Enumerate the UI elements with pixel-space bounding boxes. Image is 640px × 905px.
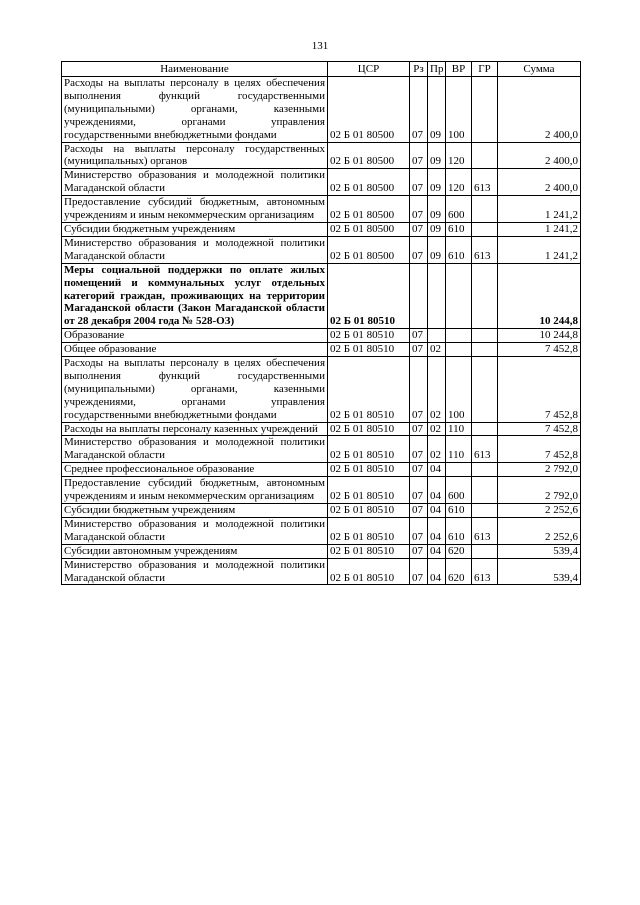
row-csr-cell: 02 Б 01 80510 — [328, 343, 410, 357]
row-rz-cell: 07 — [410, 142, 428, 169]
row-gr-cell: 613 — [472, 236, 498, 263]
row-vr-cell: 100 — [446, 77, 472, 143]
row-rz-cell: 07 — [410, 463, 428, 477]
row-name-cell: Предоставление субсидий бюджетным, автономным учреждениям и иным некоммерческим организациям — [62, 196, 328, 223]
row-rz-cell: 07 — [410, 357, 428, 423]
row-csr-cell: 02 Б 01 80500 — [328, 169, 410, 196]
table-row — [62, 517, 581, 544]
table-row — [62, 422, 581, 436]
row-csr-cell: 02 Б 01 80510 — [328, 504, 410, 518]
row-vr-cell: 610 — [446, 236, 472, 263]
row-vr-cell: 620 — [446, 558, 472, 585]
header-gr: ГР — [472, 62, 498, 77]
row-rz-cell: 07 — [410, 436, 428, 463]
row-sum-cell: 2 792,0 — [498, 477, 581, 504]
row-gr-cell: 613 — [472, 558, 498, 585]
table-row — [62, 329, 581, 343]
row-gr-cell: 613 — [472, 517, 498, 544]
row-name-cell: Предоставление субсидий бюджетным, автономным учреждениям и иным некоммерческим организациям — [62, 477, 328, 504]
row-vr-cell: 610 — [446, 222, 472, 236]
row-sum-cell: 2 400,0 — [498, 77, 581, 143]
row-name-cell: Образование — [62, 329, 328, 343]
table-row — [62, 558, 581, 585]
row-name-cell: Расходы на выплаты персоналу в целях обеспечения выполнения функций государственными (муниципальными) органами, казенными учреждениями, органами управления государственными внебюджетными фондами — [62, 77, 328, 143]
row-rz-cell: 07 — [410, 169, 428, 196]
row-vr-cell: 100 — [446, 357, 472, 423]
row-rz-cell: 07 — [410, 477, 428, 504]
row-vr-cell — [446, 463, 472, 477]
row-pr-cell: 04 — [428, 463, 446, 477]
row-pr-cell: 02 — [428, 436, 446, 463]
row-csr-cell: 02 Б 01 80510 — [328, 544, 410, 558]
row-csr-cell: 02 Б 01 80510 — [328, 263, 410, 329]
row-pr-cell: 02 — [428, 422, 446, 436]
row-csr-cell: 02 Б 01 80500 — [328, 142, 410, 169]
row-sum-cell: 10 244,8 — [498, 263, 581, 329]
row-rz-cell: 07 — [410, 196, 428, 223]
row-pr-cell — [428, 329, 446, 343]
row-gr-cell — [472, 422, 498, 436]
header-sum: Сумма — [498, 62, 581, 77]
row-sum-cell: 539,4 — [498, 558, 581, 585]
row-pr-cell: 04 — [428, 517, 446, 544]
table-row — [62, 357, 581, 423]
row-gr-cell — [472, 77, 498, 143]
row-pr-cell: 09 — [428, 196, 446, 223]
row-vr-cell: 110 — [446, 436, 472, 463]
table-row — [62, 504, 581, 518]
row-gr-cell — [472, 263, 498, 329]
row-sum-cell: 7 452,8 — [498, 343, 581, 357]
row-gr-cell — [472, 504, 498, 518]
row-vr-cell: 600 — [446, 477, 472, 504]
row-gr-cell — [472, 343, 498, 357]
row-rz-cell: 07 — [410, 222, 428, 236]
table-row — [62, 196, 581, 223]
row-pr-cell: 09 — [428, 169, 446, 196]
row-vr-cell — [446, 343, 472, 357]
row-pr-cell: 04 — [428, 544, 446, 558]
row-rz-cell: 07 — [410, 558, 428, 585]
row-vr-cell: 620 — [446, 544, 472, 558]
row-vr-cell — [446, 263, 472, 329]
row-pr-cell — [428, 263, 446, 329]
row-pr-cell: 04 — [428, 504, 446, 518]
row-rz-cell: 07 — [410, 517, 428, 544]
header-vr: ВР — [446, 62, 472, 77]
row-sum-cell: 10 244,8 — [498, 329, 581, 343]
row-rz-cell: 07 — [410, 343, 428, 357]
row-sum-cell: 2 252,6 — [498, 517, 581, 544]
row-csr-cell: 02 Б 01 80510 — [328, 329, 410, 343]
row-name-cell: Общее образование — [62, 343, 328, 357]
table-row — [62, 142, 581, 169]
table-row — [62, 436, 581, 463]
table-row — [62, 236, 581, 263]
table-row — [62, 463, 581, 477]
table-header-row — [62, 62, 581, 77]
table-row — [62, 77, 581, 143]
row-csr-cell: 02 Б 01 80500 — [328, 222, 410, 236]
row-sum-cell: 2 792,0 — [498, 463, 581, 477]
row-sum-cell: 1 241,2 — [498, 236, 581, 263]
row-sum-cell: 2 252,6 — [498, 504, 581, 518]
row-rz-cell: 07 — [410, 422, 428, 436]
row-sum-cell: 2 400,0 — [498, 169, 581, 196]
row-csr-cell: 02 Б 01 80510 — [328, 517, 410, 544]
row-rz-cell: 07 — [410, 504, 428, 518]
row-pr-cell: 09 — [428, 77, 446, 143]
row-name-cell: Субсидии автономным учреждениям — [62, 544, 328, 558]
header-csr: ЦСР — [328, 62, 410, 77]
table-row — [62, 169, 581, 196]
row-gr-cell — [472, 477, 498, 504]
row-name-cell: Меры социальной поддержки по оплате жилых помещений и коммунальных услуг отдельных категорий граждан, проживающих на территории Магаданской области (Закон Магаданской области от 28 декабря 2004 года № 528-ОЗ) — [62, 263, 328, 329]
row-pr-cell: 02 — [428, 343, 446, 357]
row-vr-cell: 600 — [446, 196, 472, 223]
table-row — [62, 544, 581, 558]
row-gr-cell — [472, 463, 498, 477]
row-gr-cell — [472, 357, 498, 423]
row-sum-cell: 539,4 — [498, 544, 581, 558]
row-name-cell: Министерство образования и молодежной политики Магаданской области — [62, 558, 328, 585]
row-csr-cell: 02 Б 01 80510 — [328, 436, 410, 463]
row-sum-cell: 1 241,2 — [498, 222, 581, 236]
table-body — [62, 77, 581, 585]
row-gr-cell — [472, 142, 498, 169]
row-csr-cell: 02 Б 01 80510 — [328, 477, 410, 504]
table-row — [62, 263, 581, 329]
row-csr-cell: 02 Б 01 80510 — [328, 558, 410, 585]
row-pr-cell: 09 — [428, 142, 446, 169]
row-name-cell: Министерство образования и молодежной политики Магаданской области — [62, 236, 328, 263]
row-pr-cell: 09 — [428, 236, 446, 263]
row-sum-cell: 7 452,8 — [498, 357, 581, 423]
row-vr-cell — [446, 329, 472, 343]
row-vr-cell: 110 — [446, 422, 472, 436]
row-rz-cell: 07 — [410, 544, 428, 558]
row-name-cell: Расходы на выплаты персоналу в целях обеспечения выполнения функций государственными (муниципальными) органами, казенными учреждениями, органами управления государственными внебюджетными фондами — [62, 357, 328, 423]
row-sum-cell: 7 452,8 — [498, 436, 581, 463]
row-rz-cell: 07 — [410, 77, 428, 143]
budget-table — [61, 61, 581, 585]
row-csr-cell: 02 Б 01 80510 — [328, 463, 410, 477]
row-csr-cell: 02 Б 01 80510 — [328, 422, 410, 436]
row-gr-cell: 613 — [472, 436, 498, 463]
row-sum-cell: 2 400,0 — [498, 142, 581, 169]
row-vr-cell: 120 — [446, 142, 472, 169]
row-csr-cell: 02 Б 01 80500 — [328, 77, 410, 143]
row-rz-cell: 07 — [410, 236, 428, 263]
row-name-cell: Расходы на выплаты персоналу государственных (муниципальных) органов — [62, 142, 328, 169]
row-gr-cell: 613 — [472, 169, 498, 196]
row-sum-cell: 1 241,2 — [498, 196, 581, 223]
header-pr: Пр — [428, 62, 446, 77]
row-name-cell: Министерство образования и молодежной политики Магаданской области — [62, 517, 328, 544]
row-name-cell: Среднее профессиональное образование — [62, 463, 328, 477]
row-gr-cell — [472, 222, 498, 236]
row-name-cell: Субсидии бюджетным учреждениям — [62, 504, 328, 518]
row-gr-cell — [472, 329, 498, 343]
row-csr-cell: 02 Б 01 80500 — [328, 196, 410, 223]
row-pr-cell: 04 — [428, 558, 446, 585]
row-vr-cell: 610 — [446, 504, 472, 518]
row-csr-cell: 02 Б 01 80510 — [328, 357, 410, 423]
row-gr-cell — [472, 196, 498, 223]
row-vr-cell: 120 — [446, 169, 472, 196]
row-sum-cell: 7 452,8 — [498, 422, 581, 436]
row-name-cell: Расходы на выплаты персоналу казенных учреждений — [62, 422, 328, 436]
row-pr-cell: 09 — [428, 222, 446, 236]
row-csr-cell: 02 Б 01 80500 — [328, 236, 410, 263]
row-name-cell: Министерство образования и молодежной политики Магаданской области — [62, 169, 328, 196]
row-name-cell: Министерство образования и молодежной политики Магаданской области — [62, 436, 328, 463]
row-pr-cell: 04 — [428, 477, 446, 504]
row-pr-cell: 02 — [428, 357, 446, 423]
table-row — [62, 343, 581, 357]
table-row — [62, 477, 581, 504]
row-gr-cell — [472, 544, 498, 558]
row-vr-cell: 610 — [446, 517, 472, 544]
row-rz-cell — [410, 263, 428, 329]
table-row — [62, 222, 581, 236]
header-rz: Рз — [410, 62, 428, 77]
header-name: Наименование — [62, 62, 328, 77]
row-rz-cell: 07 — [410, 329, 428, 343]
row-name-cell: Субсидии бюджетным учреждениям — [62, 222, 328, 236]
page-number: 131 — [311, 40, 329, 52]
